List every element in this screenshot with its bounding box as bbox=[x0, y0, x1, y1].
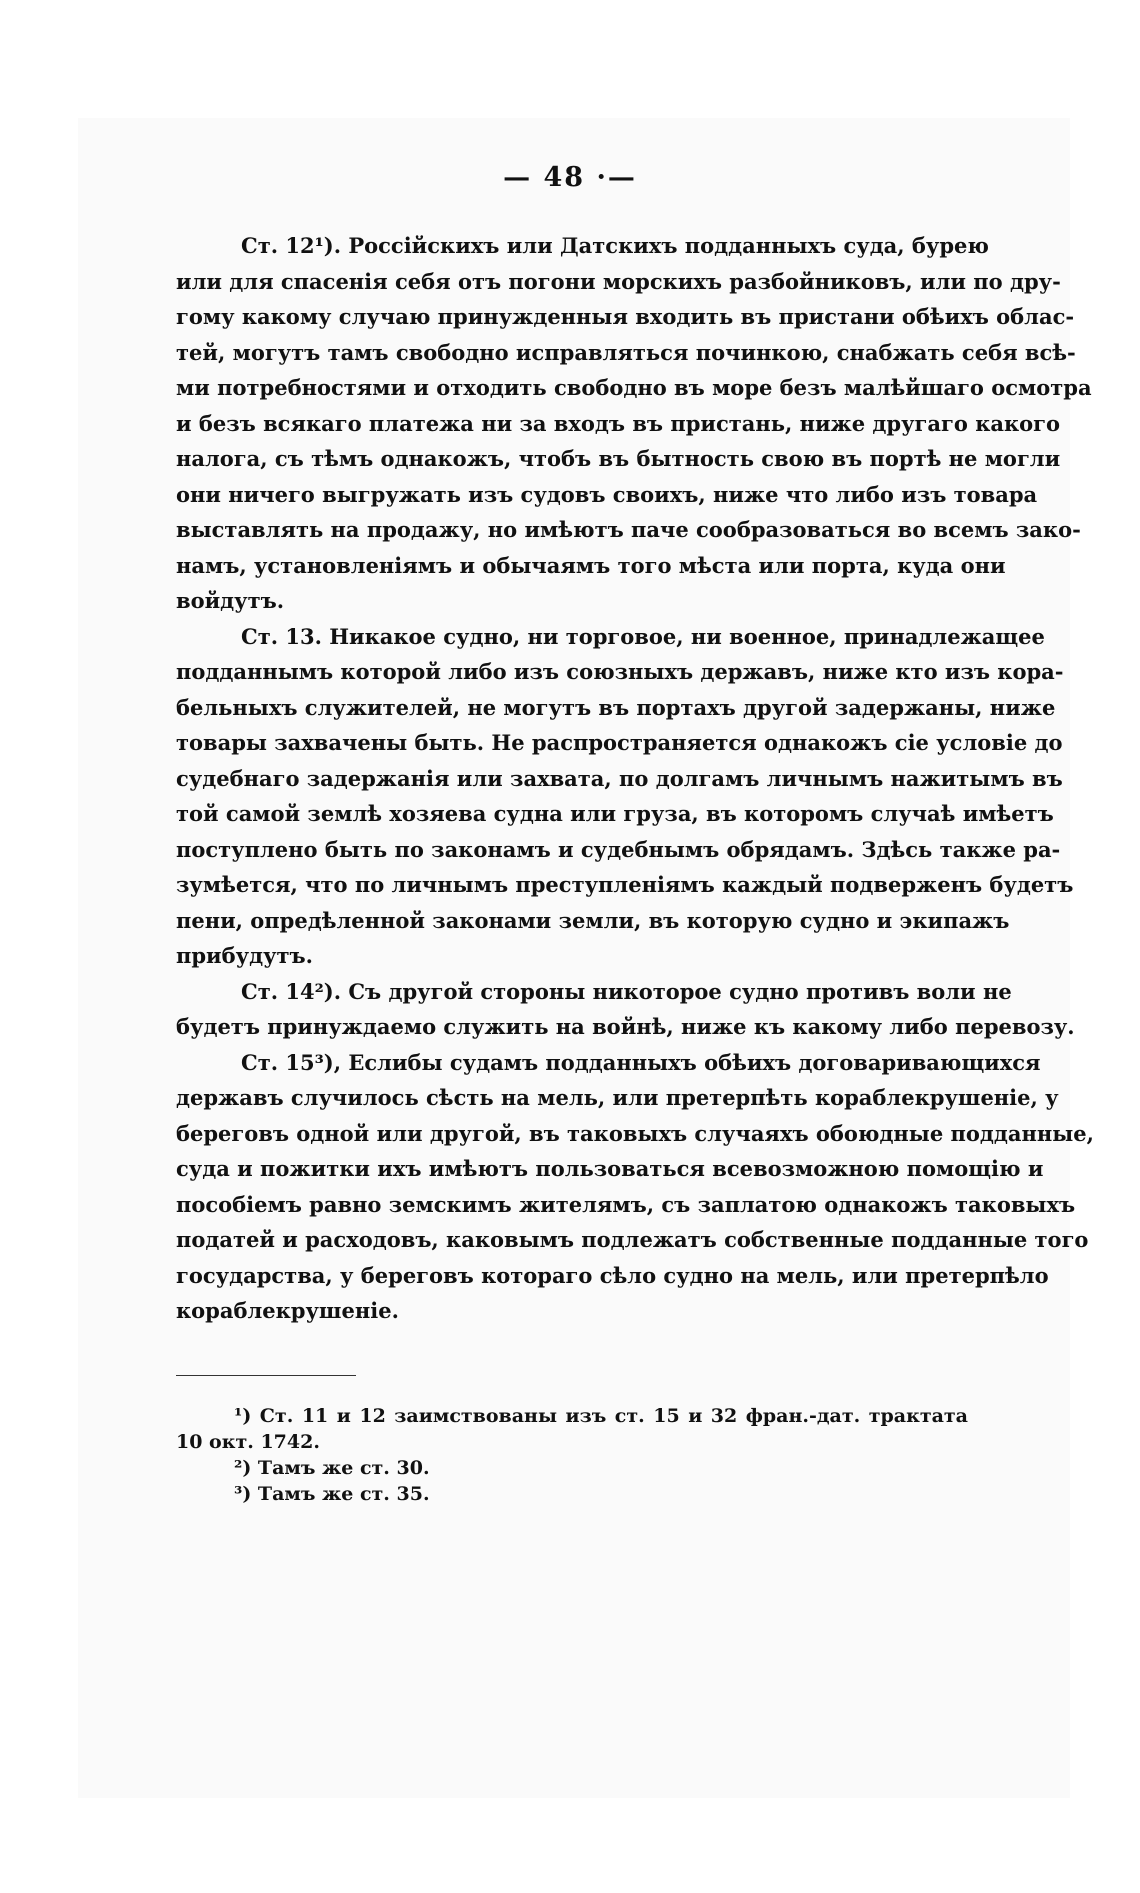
footnote-1: ¹) Ст. 11 и 12 заимствованы изъ ст. 15 и 32 фран.-дат. трактата bbox=[234, 1405, 968, 1427]
text-line: налога, съ тѣмъ однакожъ, чтобъ въ бытность свою въ портѣ не могли bbox=[176, 446, 1061, 471]
text-line: выставлять на продажу, но имѣютъ паче сообразоваться во всемъ зако- bbox=[176, 517, 1081, 542]
article-15 bbox=[176, 1045, 1094, 1329]
text-line: бельныхъ служителей, не могутъ въ портахъ другой задержаны, ниже bbox=[176, 694, 1056, 720]
text-line: Ст. 15³), Еслибы судамъ подданныхъ обѣихъ договаривающихся bbox=[241, 1049, 1041, 1075]
text-line: ми потребностями и отходить свободно въ море безъ малѣйшаго осмотра bbox=[176, 375, 1092, 400]
text-line: Ст. 14²). Съ другой стороны никоторое судно противъ воли не bbox=[241, 978, 1012, 1004]
text-line: государства, у береговъ котораго сѣло судно на мель, или претерпѣло bbox=[176, 1262, 1049, 1288]
footnote-divider bbox=[176, 1375, 356, 1376]
text-line: Ст. 13. Никакое судно, ни торговое, ни военное, принадлежащее bbox=[241, 623, 1045, 649]
article-12 bbox=[176, 228, 1092, 619]
text-line: той самой землѣ хозяева судна или груза, въ которомъ случаѣ имѣетъ bbox=[176, 801, 1054, 826]
article-14 bbox=[176, 974, 1075, 1045]
text-line: зумѣется, что по личнымъ преступленіямъ каждый подверженъ будетъ bbox=[176, 872, 1074, 897]
footnotes bbox=[176, 1403, 968, 1507]
body-text bbox=[176, 228, 1094, 1329]
text-line: поступлено быть по законамъ и судебнымъ обрядамъ. Здѣсь также ра- bbox=[176, 836, 1061, 862]
text-line: судебнаго задержанія или захвата, по долгамъ личнымъ нажитымъ въ bbox=[176, 765, 1063, 791]
page-number: — 48 ·— bbox=[503, 162, 637, 193]
text-line: или для спасенія себя отъ погони морскихъ разбойниковъ, или по дру- bbox=[176, 268, 1061, 294]
text-line: прибудутъ. bbox=[176, 943, 313, 968]
text-line: державъ случилось сѣсть на мель, или претерпѣть кораблекрушеніе, у bbox=[176, 1085, 1059, 1110]
text-line: будетъ принуждаемо служить на войнѣ, ниже къ какому либо перевозу. bbox=[176, 1014, 1075, 1039]
text-line: пени, опредѣленной законами земли, въ которую судно и экипажъ bbox=[176, 907, 1010, 933]
article-13 bbox=[176, 619, 1074, 974]
text-line: гому какому случаю принужденныя входить въ пристани обѣихъ облас- bbox=[176, 304, 1075, 329]
text-line: пособіемъ равно земскимъ жителямъ, съ заплатою однакожъ таковыхъ bbox=[176, 1191, 1076, 1217]
text-line: намъ, установленіямъ и обычаямъ того мѣста или порта, куда они bbox=[176, 552, 1006, 578]
footnote-3: ³) Тамъ же ст. 35. bbox=[234, 1483, 430, 1505]
text-line: товары захвачены быть. Не распространяется однакожъ сіе условіе до bbox=[176, 730, 1063, 755]
text-line: войдутъ. bbox=[176, 588, 285, 613]
footnote-2: ²) Тамъ же ст. 30. bbox=[234, 1457, 430, 1479]
text-line: Ст. 12¹). Россійскихъ или Датскихъ подданныхъ суда, бурею bbox=[241, 233, 989, 258]
footnote-1-continued: 10 окт. 1742. bbox=[176, 1431, 320, 1453]
text-line: береговъ одной или другой, въ таковыхъ случаяхъ обоюдные подданные, bbox=[176, 1120, 1094, 1146]
text-line: тей, могутъ тамъ свободно исправляться починкою, снабжать себя всѣ- bbox=[176, 339, 1076, 365]
text-line: суда и пожитки ихъ имѣютъ пользоваться всевозможною помощію и bbox=[176, 1156, 1044, 1181]
text-line: податей и расходовъ, каковымъ подлежатъ собственные подданные того bbox=[176, 1227, 1089, 1252]
text-line: подданнымъ которой либо изъ союзныхъ державъ, ниже кто изъ кора- bbox=[176, 659, 1064, 684]
text-line: они ничего выгружать изъ судовъ своихъ, ниже что либо изъ товара bbox=[176, 481, 1038, 507]
text-line: кораблекрушеніе. bbox=[176, 1298, 399, 1323]
text-line: и безъ всякаго платежа ни за входъ въ пристань, ниже другаго какого bbox=[176, 410, 1061, 436]
